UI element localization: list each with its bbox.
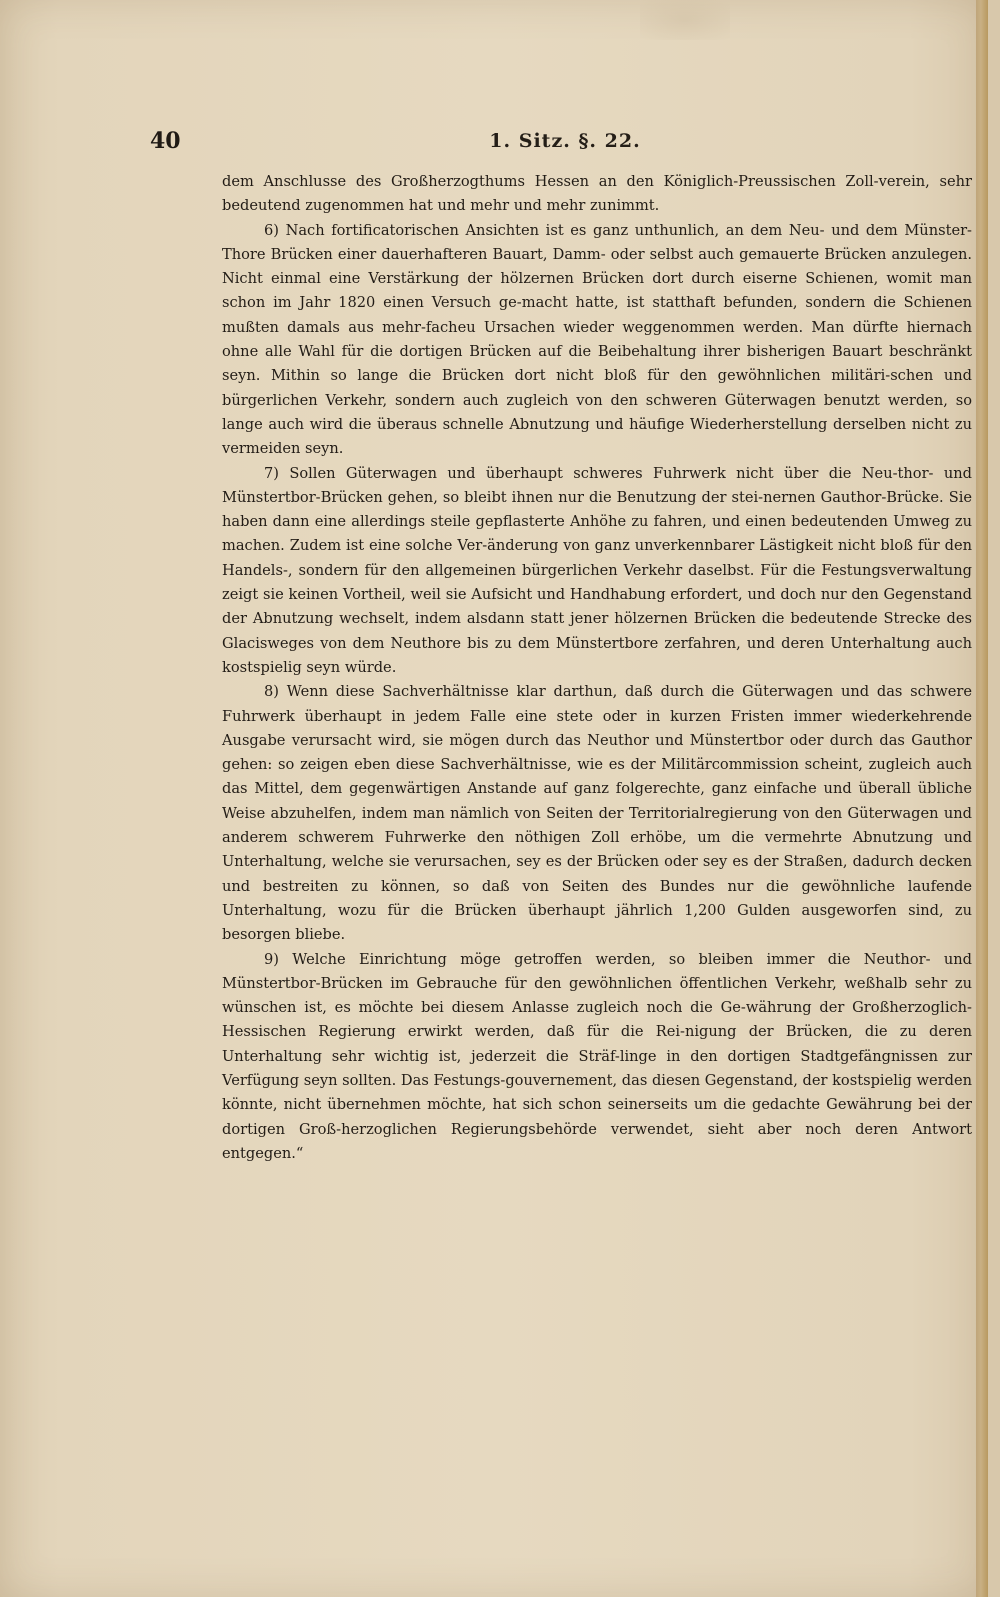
body-text bbox=[222, 170, 972, 1166]
running-head: 1. Sitz. §. 22. bbox=[489, 130, 641, 152]
paper-stain bbox=[640, 0, 730, 40]
paragraph-continuation: dem Anschlusse des Großherzogthums Hessen an den Königlich-Preussischen Zoll-verein, sehr bedeutend zugenommen hat und mehr und mehr zunimmt. bbox=[222, 173, 972, 215]
paragraph-7: 7) Sollen Güterwagen und überhaupt schweres Fuhrwerk nicht über die Neu-thor- und Münstertbor-Brücken gehen, so bleibt ihnen nur die Benutzung der stei-nernen Gauthor-Brücke. Sie haben dann eine allerdings steile gepflasterte Anhöhe zu fahren, und einen bedeutenden Umweg zu machen. Zudem ist eine solche Ver-änderung von ganz unverkennbarer Lästigkeit nicht bloß für den Handels-, sondern für den allgemeinen bürgerlichen Verkehr daselbst. Für die Festungsverwaltung zeigt sie keinen Vortheil, weil sie Aufsicht und Handhabung erfordert, und doch nur den Gegenstand der Abnutzung wechselt, indem alsdann statt jener hölzernen Brücken die bedeutende Strecke des Glacisweges von dem Neuthore bis zu dem Münstertbore zerfahren, und deren Unterhaltung auch kostspielig seyn würde. bbox=[222, 464, 972, 676]
page-number: 40 bbox=[150, 128, 181, 154]
paragraph-9: 9) Welche Einrichtung möge getroffen werden, so bleiben immer die Neuthor- und Münstertbor-Brücken im Gebrauche für den gewöhnlichen öffentlichen Verkehr, weßhalb sehr zu wünschen ist, es möchte bei diesem Anlasse zugleich noch die Ge-währung der Großherzoglich-Hessischen Regierung erwirkt werden, daß für die Rei-nigung der Brücken, die zu deren Unterhaltung sehr wichtig ist, jederzeit die Sträf-linge in den dortigen Stadtgefängnissen zur Verfügung seyn sollten. Das Festungs-gouvernement, das diesen Gegenstand, der kostspielig werden könnte, nicht übernehmen möchte, hat sich schon seinerseits um die gedachte Gewährung bei der dortigen Groß-herzoglichen Regierungsbehörde verwendet, sieht aber noch deren Antwort entgegen.“ bbox=[222, 950, 973, 1162]
paragraph-6: 6) Nach fortificatorischen Ansichten ist es ganz unthunlich, an dem Neu- und dem Münster-Thore Brücken einer dauerhafteren Bauart, Damm- oder selbst auch gemauerte Brücken anzulegen. Nicht einmal eine Verstärkung der hölzernen Brücken dort durch eiserne Schienen, womit man schon im Jahr 1820 einen Versuch ge-macht hatte, ist statthaft befunden, sondern die Schienen mußten damals aus mehr-facheu Ursachen wieder weggenommen werden. Man dürfte hiernach ohne alle Wahl für die dortigen Brücken auf die Beibehaltung ihrer bisherigen Bauart beschränkt seyn. Mithin so lange die Brücken dort nicht bloß für den gewöhnlichen militäri-schen und bürgerlichen Verkehr, sondern auch zugleich von den schweren Güterwagen benutzt werden, so lange auch wird die überaus schnelle Abnutzung und häufige Wiederherstellung derselben nicht zu vermeiden seyn. bbox=[222, 221, 972, 458]
page-header bbox=[150, 128, 980, 164]
paragraph-8: 8) Wenn diese Sachverhältnisse klar darthun, daß durch die Güterwagen und das schwere Fuhrwerk überhaupt in jedem Falle eine stete oder in kurzen Fristen immer wiederkehrende Ausgabe verursacht wird, sie mögen durch das Neuthor und Münstertbor oder durch das Gauthor gehen: so zeigen eben diese Sachverhältnisse, wie es der Militärcommission scheint, zugleich auch das Mittel, dem gegenwärtigen Anstande auf ganz folgerechte, ganz einfache und überall übliche Weise abzuhelfen, indem man nämlich von Seiten der Territorialregierung von den Güterwagen und anderem schwerem Fuhrwerke den nöthigen Zoll erhöbe, um die vermehrte Abnutzung und Unterhaltung, welche sie verursachen, sey es der Brücken oder sey es der Straßen, dadurch decken und bestreiten zu können, so daß von Seiten des Bundes nur die gewöhnliche laufende Unterhaltung, wozu für die Brücken überhaupt jährlich 1,200 Gulden ausgeworfen sind, zu besorgen bliebe. bbox=[222, 683, 972, 944]
page-edge bbox=[976, 0, 988, 1597]
